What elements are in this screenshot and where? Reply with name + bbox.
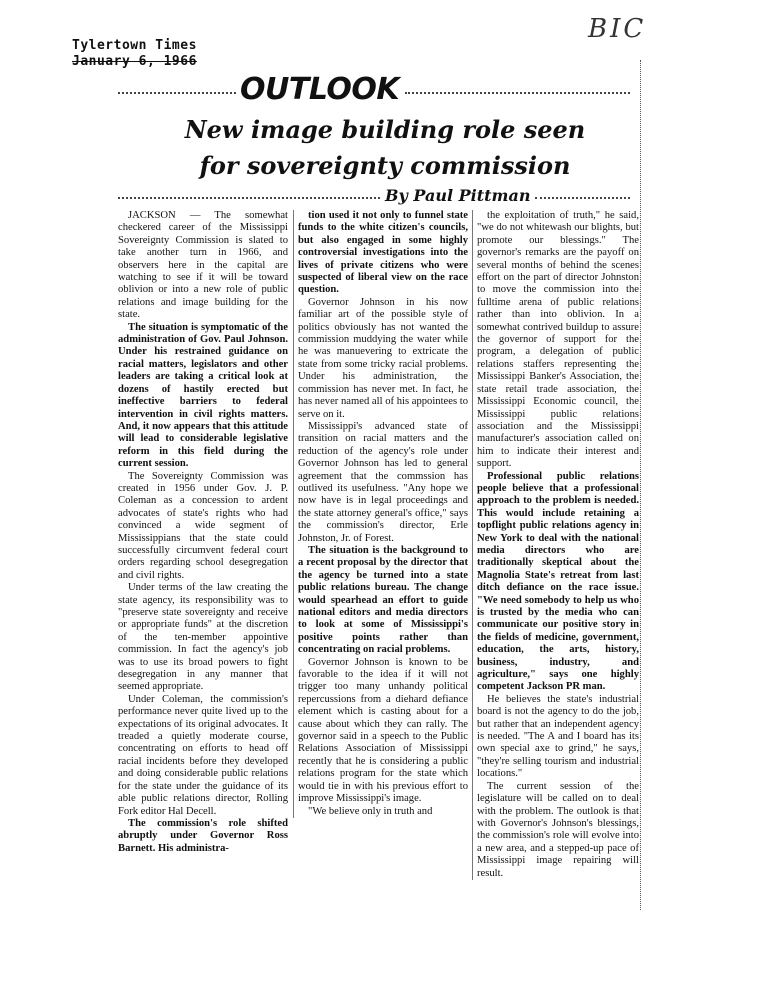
paragraph: Under Coleman, the commission's performance never quite lived up to the expectations of its original advocates. It treaded a quietly moderate course, concentrating on efforts to head off racial incidents before they developed and doing considerable public relations for the state under the guidance of its able public relations director, Rolling Fork editor Hal Decell. (118, 693, 288, 817)
article-column-3 (472, 210, 639, 880)
paragraph: tion used it not only to funnel state funds to the white citizen's councils, but also engaged in some highly controversial investigations into the lives of private citizens who were suspected of liberal view on the race question. (298, 210, 468, 296)
paragraph: the exploitation of truth," he said, "we do not whitewash our blights, but promote our blessings." The governor's remarks are the payoff on several months of behind the scenes effort on the part of director Johnston to move the commission into the fulltime arena of public relations rather than into oblivion. In a somewhat contrived buildup to assure the governor of support for the program, a delegation of public relations staffers representing the Mississippi Banker's Association, the state retail trade association, the Mississippi Economic council, the Mississippi public relations association and the Mississippi manufacturer's association called on him to indicate their interest and support. (477, 210, 639, 470)
paragraph: Professional public relations people believe that a professional approach to the problem is needed. This would include retaining a topflight public relations agency in New York to deal with the national media directors who are traditionally skeptical about the Magnolia State's retreat from last ditch defiance on the race issue. "We need somebody to help us who is trusted by the media who can communicate our positive story in the fields of medicine, government, education, the arts, history, business, industry, and agriculture," says one highly competent Jackson PR man. (477, 470, 639, 693)
byline-divider-left (118, 197, 380, 199)
paragraph: Under terms of the law creating the state agency, its responsibility was to "preserve state sovereignty and receive or appropriate funds" at the discretion of the ten-member appointive commission. In fact the agency's job was to use its broad powers to fight desegregation in any manner that seemed appropriate. (118, 582, 288, 693)
paragraph: The situation is the background to a recent proposal by the director that the agency be turned into a state public relations bureau. The change would spearhead an effort to guide national editors and media directors to look at some of Mississippi's positive points rather than concentrating on racial problems. (298, 544, 468, 656)
publication-name: Tylertown Times (72, 38, 197, 53)
headline-line-1: New image building role seen (184, 115, 586, 144)
handwritten-annotation: BIC (588, 14, 647, 44)
paragraph: The commission's role shifted abruptly under Governor Ross Barnett. His administra- (118, 817, 288, 854)
byline-divider-right (535, 197, 630, 199)
divider-left (118, 92, 236, 94)
paragraph: The situation is symptomatic of the administration of Gov. Paul Johnson. Under his restrained guidance on racial matters, legislators and other leaders are taking a critical look at dozens of hastily erected but ineffective barriers to federal intervention in civil rights matters. And, it now appears that this attitude will lead to considerable legislative reform in this field during the current session. (118, 321, 288, 470)
paragraph: Governor Johnson is known to be favorable to the idea if it will not trigger too many unhandy political repercussions from a diehard defiance element which is casting about for a cause about which they can rally. The governor said in a speech to the Public Relations Association of Mississippi recently that he is considering a public relations program for the state which would tie in with his previous effort to improve Mississippi's image. (298, 656, 468, 805)
article-column-1 (118, 210, 288, 855)
divider-right (405, 92, 630, 94)
paragraph: He believes the state's industrial board is not the agency to do the job, but rather that an independent agency is needed. "The A and I board has its own special axe to grind," he says, "they're selling tourism and industrial locations." (477, 693, 639, 780)
article-column-2 (293, 210, 468, 818)
byline: By Paul Pittman (385, 186, 531, 205)
paragraph: JACKSON — The somewhat checkered career of the Mississippi Sovereignty Commission is slated to take another turn in 1966, and observers here in the capital are watching to see if it will be toward oblivion or into a new role of public relations and image building for the state. (118, 210, 288, 321)
section-title: OUTLOOK (240, 72, 400, 107)
headline-line-2: for sovereignty commission (199, 151, 571, 180)
publication-date: January 6, 1966 (72, 54, 197, 69)
paragraph: The current session of the legislature will be called on to deal with the problem. The outlook is that with Governor's Johnson's blessings, the commission's role will evolve into a new area, and a stepped-up pace of Mississippi image repairing will result. (477, 780, 639, 879)
paragraph: Governor Johnson in his now familiar art of the possible style of politics obviously has not wanted the commission muddying the water while he was manuevering to extricate the state from some tricky racial problems. Under his administration, the commission has never met. In fact, he has never named all of his appointees to serve on it. (298, 296, 468, 420)
paragraph: "We believe only in truth and (308, 805, 433, 817)
clipping-edge (640, 60, 641, 910)
headline (150, 112, 620, 184)
paragraph: The Sovereignty Commission was created in 1956 under Gov. J. P. Coleman as a concession to ardent advocates of state's rights who had convinced a wide segment of Mississippians that the state could successfully circumvent federal court orders regarding school desegregation and civil rights. (118, 470, 288, 581)
paragraph: Mississippi's advanced state of transition on racial matters and the reduction of the agency's role under Governor Johnson has led to general agreement that the commssion has outlived its usefulness. "Any hope we now have is in legal proceedings and the state attorney general's office," says the commission's director, Erle Johnston, Jr. of Forest. (298, 420, 468, 544)
